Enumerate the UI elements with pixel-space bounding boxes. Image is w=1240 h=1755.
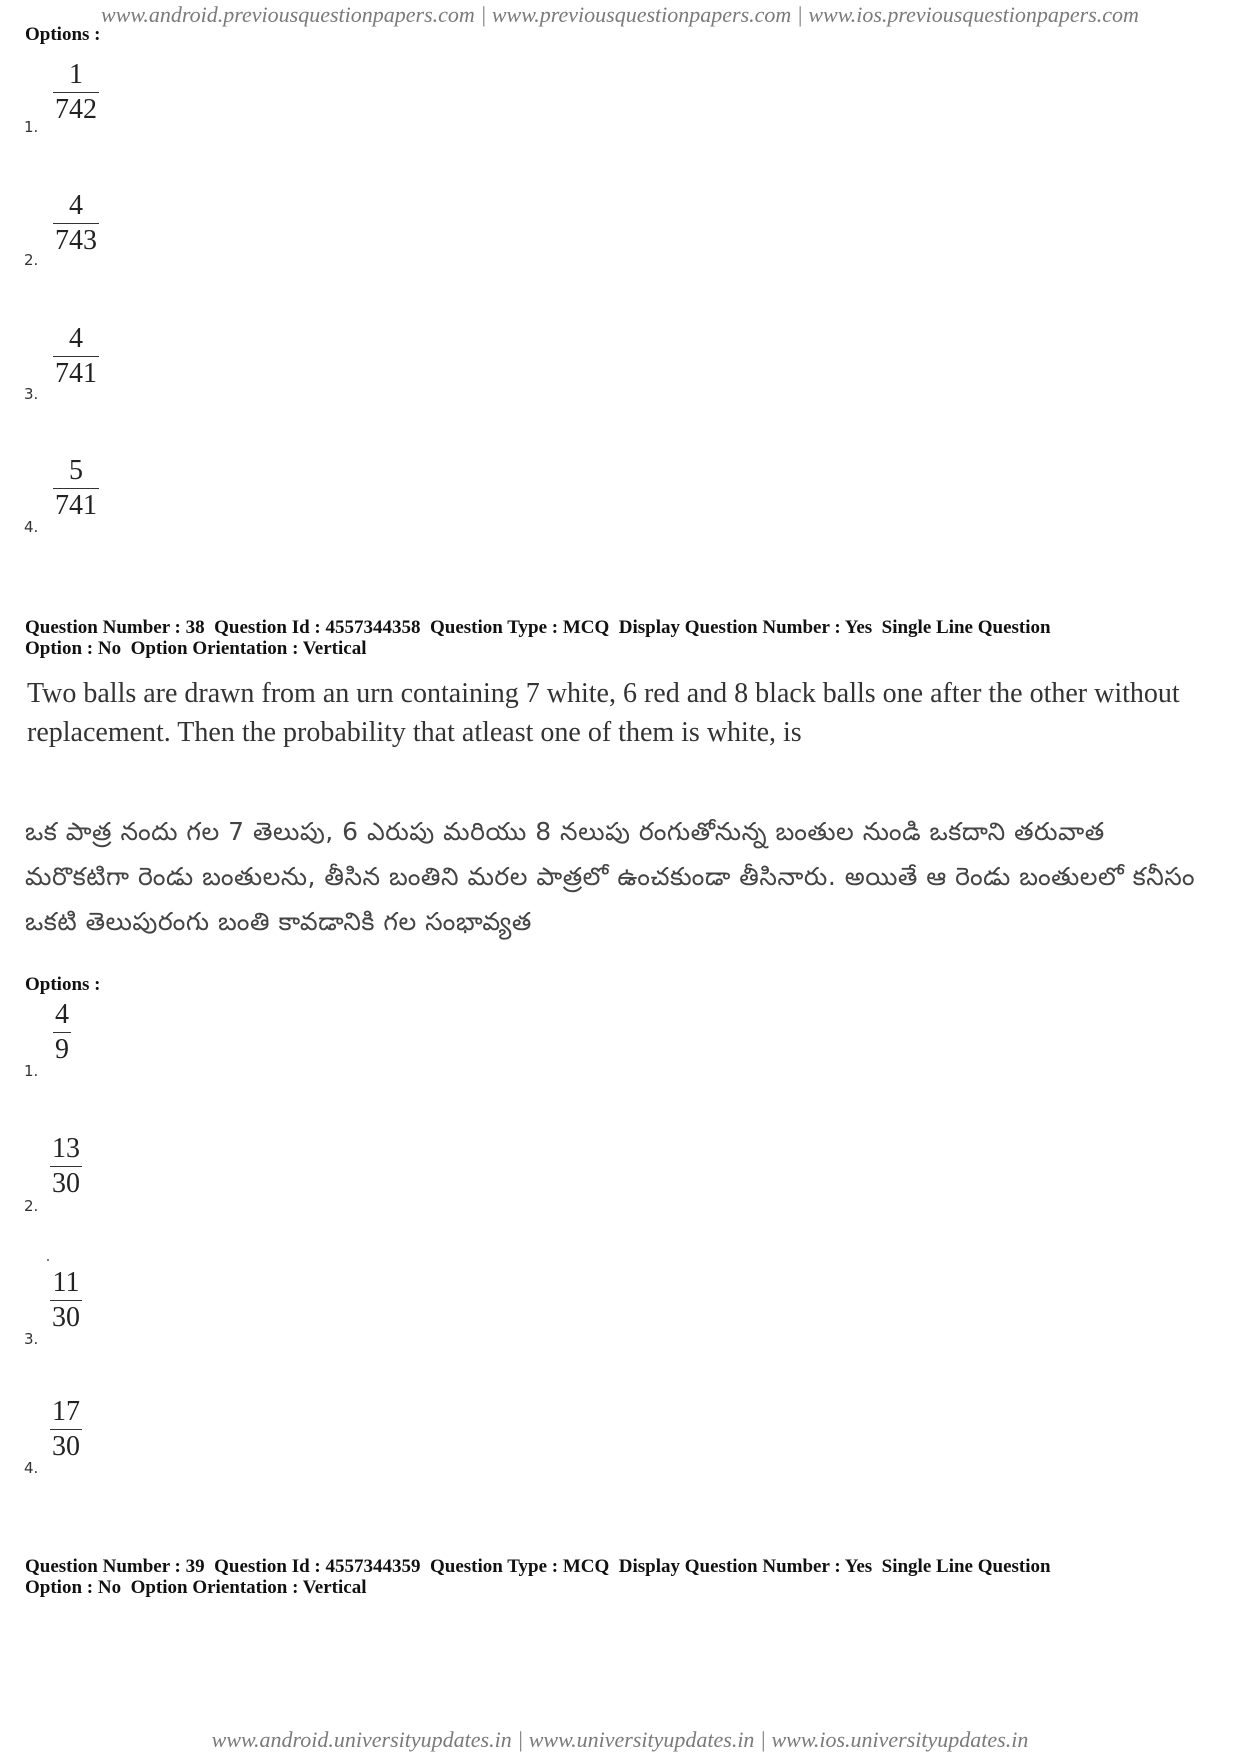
fraction-numerator: 1 bbox=[69, 59, 83, 90]
fraction-numerator: 4 bbox=[55, 999, 69, 1030]
q38-question-text-english: Two balls are drawn from an urn containing 7 white, 6 red and 8 black balls one after the other without replacement. Then the probability that atleast one of them is white, is bbox=[27, 678, 1180, 748]
fraction-denominator: 30 bbox=[52, 1168, 80, 1199]
option-number: 3. bbox=[24, 385, 39, 403]
fraction-denominator: 30 bbox=[52, 1431, 80, 1462]
footer-watermark-links: www.android.universityupdates.in | www.universityupdates.in | www.ios.universityupdates.in bbox=[211, 1727, 1029, 1752]
option-fraction bbox=[53, 322, 99, 391]
fraction-numerator: 4 bbox=[69, 190, 83, 221]
option-fraction bbox=[53, 454, 99, 523]
fraction-denominator: 741 bbox=[55, 490, 97, 521]
fraction-denominator: 9 bbox=[55, 1034, 69, 1065]
header-watermark-links: www.android.previousquestionpapers.com | www.previousquestionpapers.com | www.ios.previousquestionpapers.com bbox=[101, 2, 1139, 27]
q38-options-label: Options : bbox=[25, 974, 101, 995]
option-number: 2. bbox=[24, 251, 39, 269]
q39-meta-line-1: Question Number : 39 Question Id : 4557344359 Question Type : MCQ Display Question Number : Yes Single Line Question bbox=[25, 1556, 1051, 1577]
option-number: 1. bbox=[24, 118, 39, 136]
q39-meta-line-2: Option : No Option Orientation : Vertical bbox=[25, 1577, 367, 1598]
option-fraction bbox=[50, 1132, 82, 1201]
fraction-numerator: 13 bbox=[52, 1133, 80, 1164]
option-number: 2. bbox=[24, 1197, 39, 1215]
option-number: 4. bbox=[24, 1459, 39, 1477]
fraction-denominator: 742 bbox=[55, 94, 97, 125]
option-fraction bbox=[53, 58, 99, 127]
q38-meta-line-1: Question Number : 38 Question Id : 4557344358 Question Type : MCQ Display Question Number : Yes Single Line Question bbox=[25, 617, 1051, 638]
q38-question-text-telugu: ఒక పాత్ర నందు గల 7 తెలుపు, 6 ఎరుపు మరియు 8 నలుపు రంగుతోనున్న బంతుల నుండి ఒకదాని తరువాత మరొకటిగా రెండు బంతులను, తీసిన బంతిని మరల పాత్రలో ఉంచకుండా తీసినారు. అయితే ఆ రెండు బంతులలో కనీసం ఒకటి తెలుపురంగు బంతి కావడానికి గల సంభావ్యత bbox=[25, 817, 1196, 936]
fraction-numerator: 11 bbox=[52, 1267, 80, 1298]
option-number: 1. bbox=[24, 1062, 39, 1080]
option-number: 4. bbox=[24, 518, 39, 536]
fraction-denominator: 743 bbox=[55, 225, 97, 256]
option-fraction bbox=[50, 1266, 82, 1335]
q37-options-label: Options : bbox=[25, 24, 101, 45]
stray-mark bbox=[47, 1259, 49, 1261]
q38-meta-line-2: Option : No Option Orientation : Vertical bbox=[25, 638, 367, 659]
fraction-numerator: 4 bbox=[69, 323, 83, 354]
option-fraction bbox=[50, 1395, 82, 1464]
option-fraction bbox=[53, 189, 99, 258]
option-number: 3. bbox=[24, 1330, 39, 1348]
option-fraction bbox=[53, 998, 71, 1067]
fraction-numerator: 17 bbox=[52, 1396, 80, 1427]
fraction-numerator: 5 bbox=[69, 455, 83, 486]
fraction-denominator: 741 bbox=[55, 358, 97, 389]
fraction-denominator: 30 bbox=[52, 1302, 80, 1333]
